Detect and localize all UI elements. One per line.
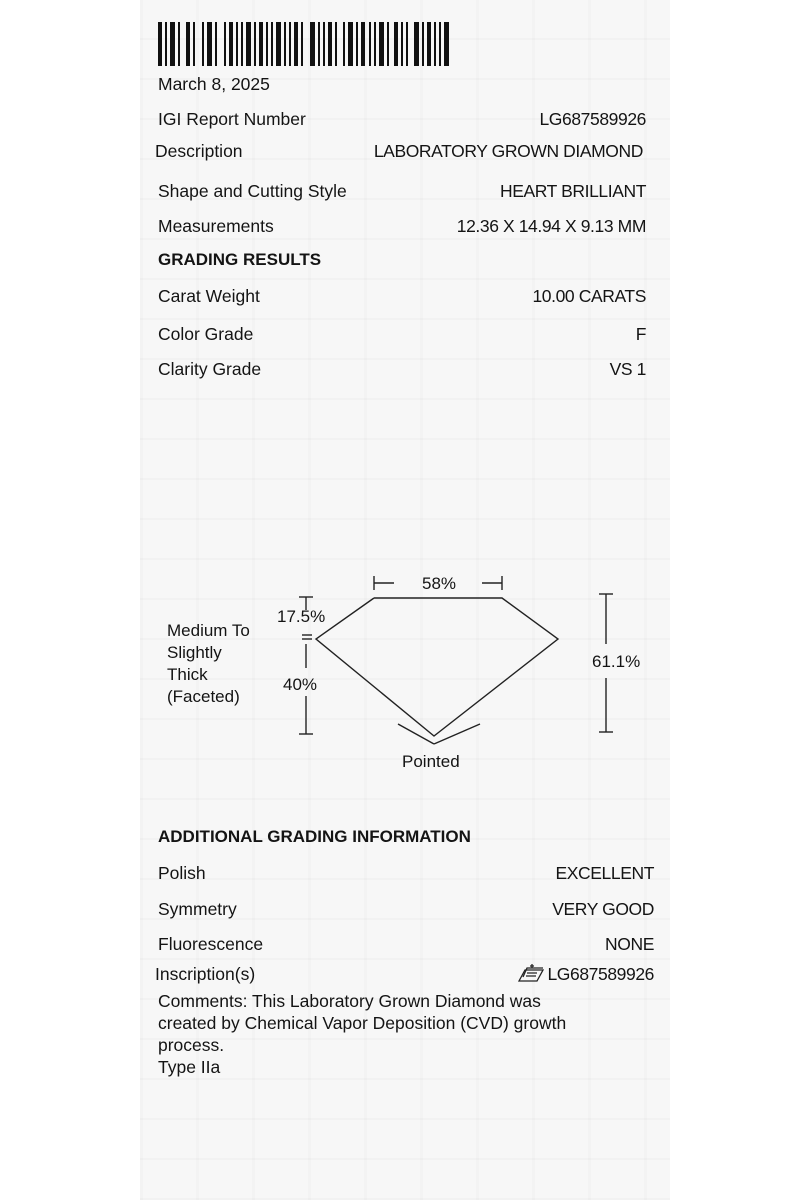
- crown-percent: 17.5%: [277, 607, 326, 626]
- color-grade-row: [158, 322, 646, 346]
- comments-block: [158, 990, 658, 1078]
- field-label: Inscription(s): [155, 964, 256, 984]
- polish-value: EXCELLENT: [555, 863, 654, 883]
- girdle-description: [167, 620, 250, 708]
- description-value: LABORATORY GROWN DIAMOND: [373, 141, 643, 161]
- report-number-row: [158, 107, 646, 131]
- girdle-line: Medium To: [167, 621, 250, 640]
- additional-grading-heading: ADDITIONAL GRADING INFORMATION: [158, 827, 471, 846]
- comment-line: process.: [158, 1035, 225, 1055]
- girdle-line: Thick: [167, 665, 208, 684]
- report-number-value: LG687589926: [539, 109, 646, 129]
- total-depth-percent: 61.1%: [592, 652, 641, 671]
- field-label: Color Grade: [158, 324, 254, 344]
- field-label: Clarity Grade: [158, 359, 262, 379]
- measurements-value: 12.36 X 14.94 X 9.13 MM: [456, 216, 646, 236]
- field-label: Fluorescence: [158, 934, 264, 954]
- symmetry-row: [158, 897, 654, 921]
- comment-line: Comments: This Laboratory Grown Diamond was: [158, 991, 541, 1011]
- clarity-grade-value: VS 1: [609, 359, 646, 379]
- field-label: IGI Report Number: [158, 109, 306, 129]
- diamond-profile: [316, 598, 558, 736]
- description-row: [155, 139, 643, 163]
- fluorescence-row: [158, 932, 654, 956]
- clarity-grade-row: [158, 357, 646, 381]
- report-date: March 8, 2025: [158, 74, 270, 94]
- polish-row: [158, 861, 654, 885]
- girdle-line: Slightly: [167, 643, 222, 662]
- fluorescence-value: NONE: [605, 934, 654, 954]
- inscription-value: LG687589926: [547, 964, 654, 984]
- table-percent: 58%: [422, 574, 457, 593]
- field-label: Measurements: [158, 216, 274, 236]
- laser-inscription-icon: [516, 962, 546, 984]
- girdle-line: (Faceted): [167, 687, 240, 706]
- carat-weight-value: 10.00 CARATS: [532, 286, 646, 306]
- measurements-row: [158, 214, 646, 238]
- barcode-icon: [158, 22, 450, 66]
- culet-label: Pointed: [402, 752, 460, 771]
- field-label: Shape and Cutting Style: [158, 181, 347, 201]
- pavilion-percent: 40%: [283, 675, 318, 694]
- field-label: Description: [155, 141, 243, 161]
- field-label: Carat Weight: [158, 286, 260, 306]
- grading-results-heading: GRADING RESULTS: [158, 250, 322, 269]
- field-label: Symmetry: [158, 899, 237, 919]
- shape-row: [158, 179, 646, 203]
- comment-line: created by Chemical Vapor Deposition (CVD) growth: [158, 1013, 567, 1033]
- color-grade-value: F: [635, 324, 646, 344]
- comment-line: Type IIa: [158, 1057, 221, 1077]
- carat-weight-row: [158, 284, 646, 308]
- shape-value: HEART BRILLIANT: [499, 181, 646, 201]
- symmetry-value: VERY GOOD: [552, 899, 654, 919]
- inscription-row: [155, 962, 654, 986]
- field-label: Polish: [158, 863, 206, 883]
